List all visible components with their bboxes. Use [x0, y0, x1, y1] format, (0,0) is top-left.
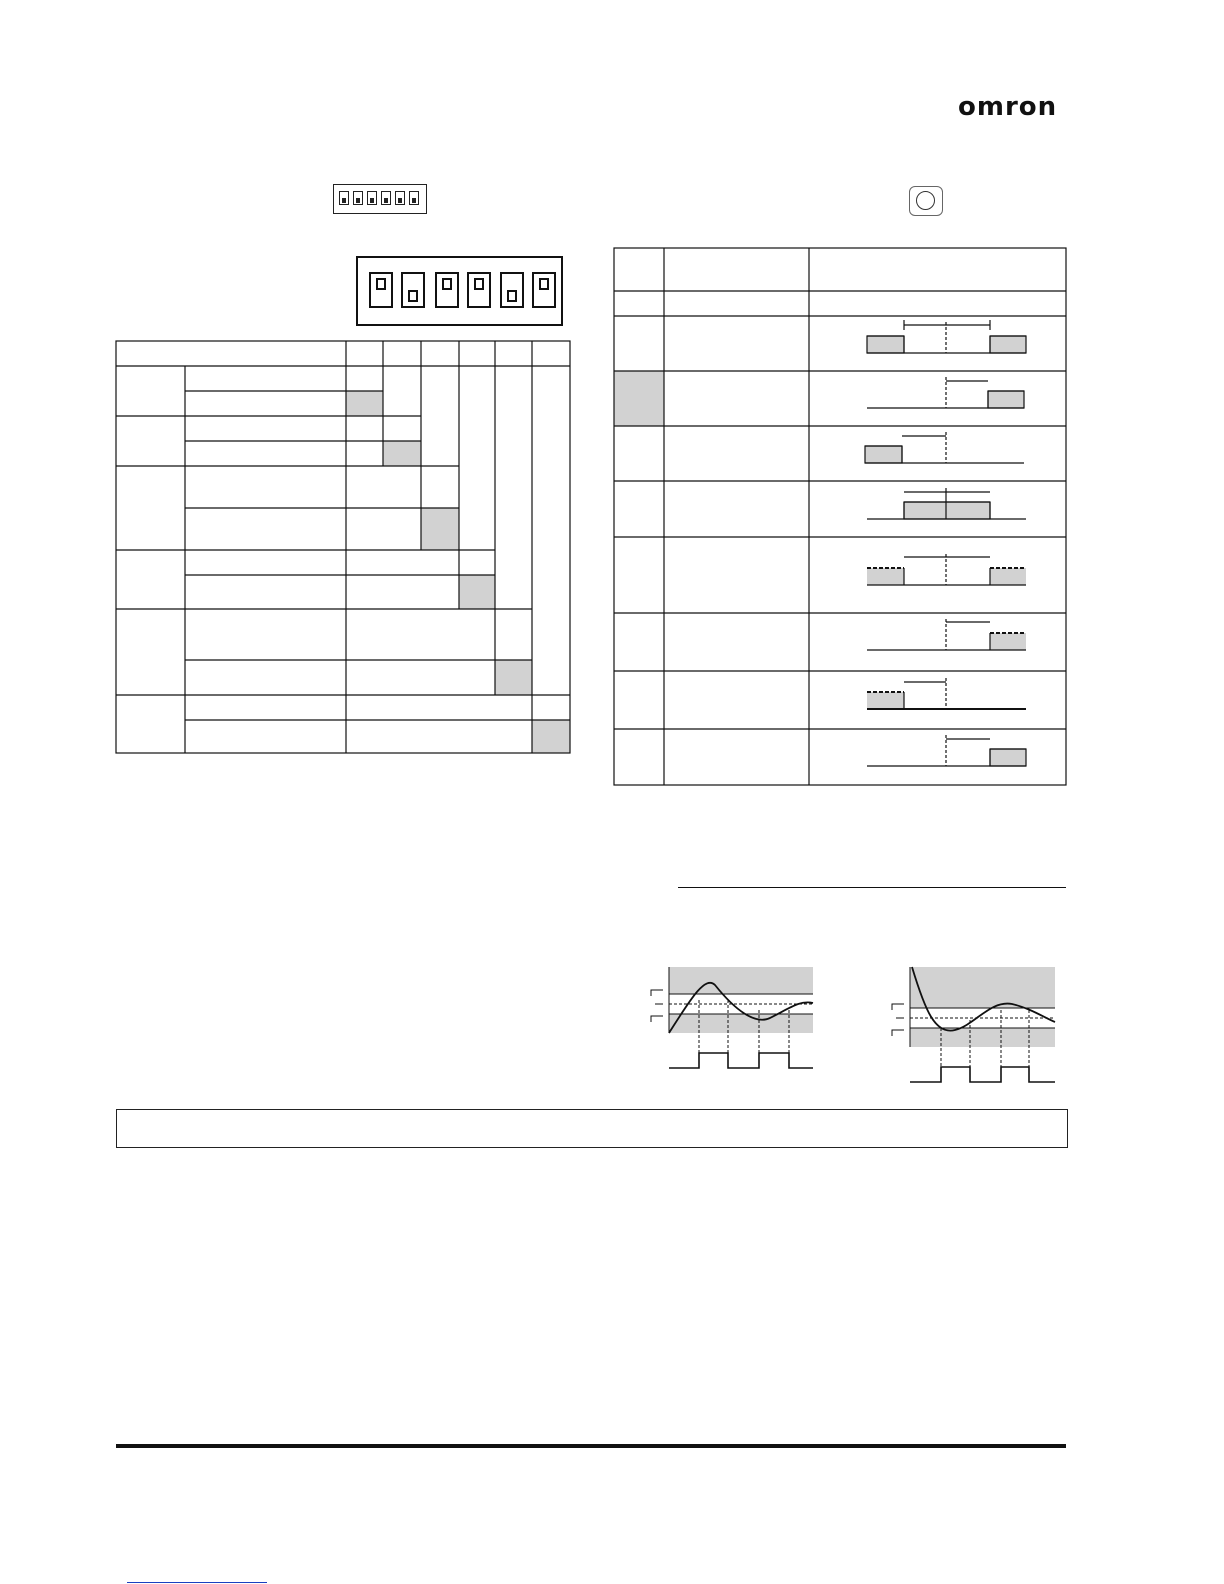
footer-rule	[116, 1444, 1066, 1448]
footer-link[interactable]	[127, 1582, 267, 1583]
note-box	[116, 1109, 1068, 1148]
omron-logo: omron	[958, 92, 1058, 122]
